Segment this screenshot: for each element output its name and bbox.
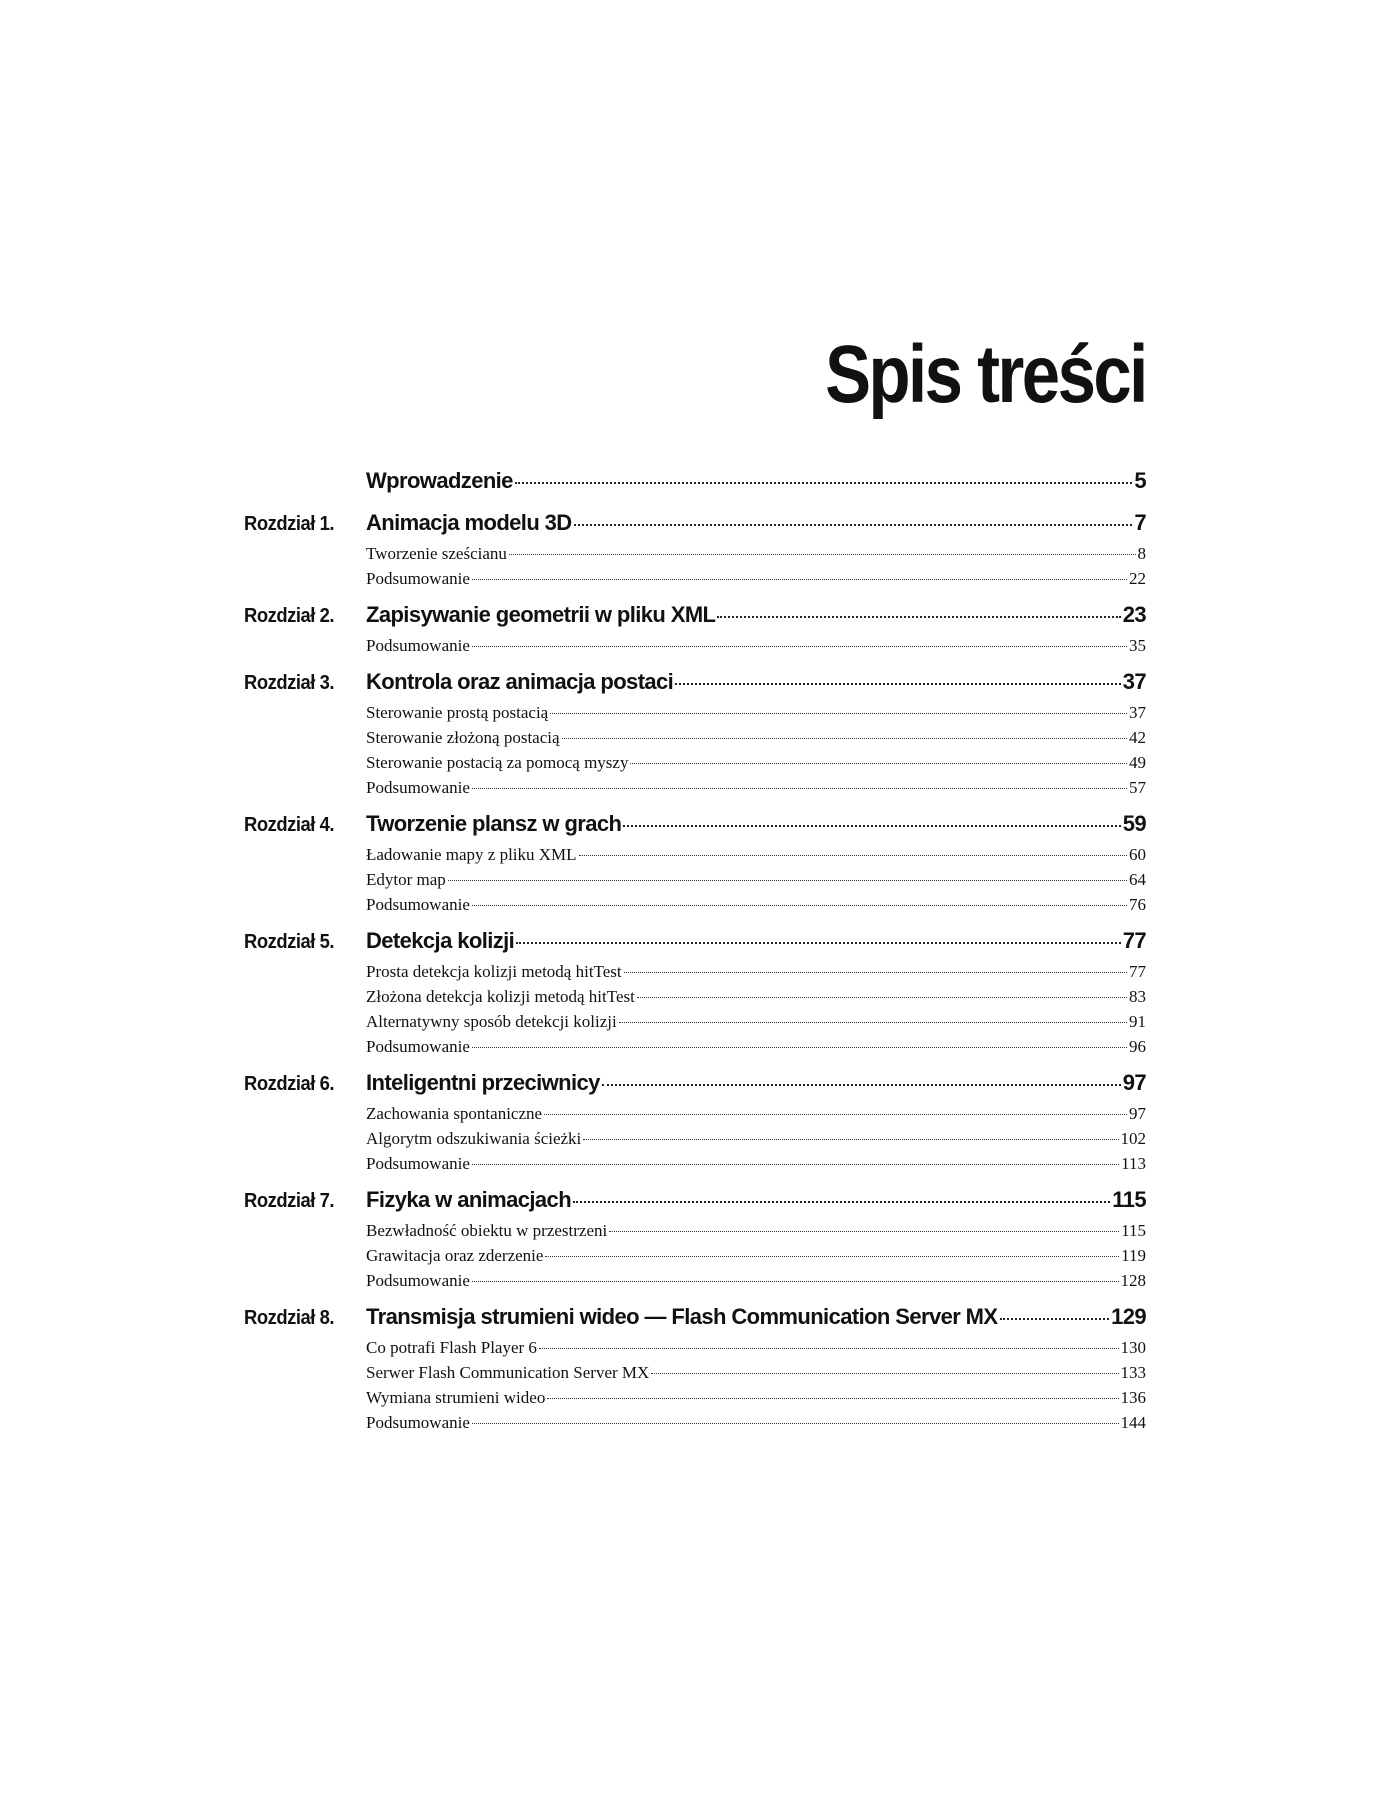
section-entry[interactable]: [366, 703, 1146, 728]
section-page-number: 97: [1129, 1104, 1146, 1123]
section-page-number: 113: [1121, 1154, 1146, 1173]
chapter-entry[interactable]: [366, 602, 1146, 628]
chapter-page-number: 129: [1111, 1304, 1146, 1329]
chapter-title: Inteligentni przeciwnicy: [366, 1070, 600, 1095]
section-entry[interactable]: [366, 753, 1146, 778]
section-title: Alternatywny sposób detekcji kolizji: [366, 1012, 617, 1031]
section-entry[interactable]: [366, 1413, 1146, 1438]
section-title: Podsumowanie: [366, 1271, 470, 1290]
toc-chapter: [244, 811, 1146, 920]
section-list: [366, 962, 1146, 1062]
section-entry[interactable]: [366, 1221, 1146, 1246]
chapter-entry[interactable]: [366, 1070, 1146, 1096]
chapter-number: Rozdział 7.: [244, 1190, 335, 1212]
section-page-number: 96: [1129, 1037, 1146, 1056]
dot-leader: [472, 905, 1127, 906]
section-title: Ładowanie mapy z pliku XML: [366, 845, 577, 864]
section-title: Podsumowanie: [366, 1154, 470, 1173]
dot-leader: [550, 713, 1127, 714]
section-page-number: 83: [1129, 987, 1146, 1006]
dot-leader: [562, 738, 1127, 739]
chapter-number: Rozdział 3.: [244, 672, 335, 694]
chapter-number: Rozdział 6.: [244, 1073, 335, 1095]
section-title: Sterowanie złożoną postacią: [366, 728, 560, 747]
chapter-page-number: 23: [1122, 602, 1146, 627]
section-entry[interactable]: [366, 728, 1146, 753]
chapter-heading: [244, 468, 1146, 502]
section-entry[interactable]: [366, 1129, 1146, 1154]
dot-leader: [516, 942, 1121, 944]
chapter-entry[interactable]: [366, 1304, 1146, 1330]
section-list: [366, 1221, 1146, 1296]
section-entry[interactable]: [366, 1338, 1146, 1363]
section-title: Złożona detekcja kolizji metodą hitTest: [366, 987, 635, 1006]
chapter-number: Rozdział 4.: [244, 814, 335, 836]
dot-leader: [472, 579, 1127, 580]
dot-leader: [547, 1398, 1118, 1399]
section-title: Sterowanie prostą postacią: [366, 703, 549, 722]
dot-leader: [619, 1022, 1127, 1023]
section-page-number: 60: [1129, 845, 1146, 864]
chapter-page-number: 7: [1134, 510, 1146, 535]
dot-leader: [651, 1373, 1118, 1374]
chapter-title: Tworzenie plansz w grach: [366, 811, 622, 836]
dot-leader: [544, 1114, 1127, 1115]
section-entry[interactable]: [366, 962, 1146, 987]
section-entry[interactable]: [366, 1388, 1146, 1413]
section-page-number: 49: [1129, 753, 1146, 772]
dot-leader: [623, 825, 1120, 827]
section-entry[interactable]: [366, 569, 1146, 594]
section-title: Bezwładność obiektu w przestrzeni: [366, 1221, 608, 1240]
section-entry[interactable]: [366, 1246, 1146, 1271]
section-list: [366, 845, 1146, 920]
section-page-number: 119: [1121, 1246, 1146, 1265]
dot-leader: [472, 1164, 1119, 1165]
toc-chapter: [244, 1070, 1146, 1179]
dot-leader: [637, 997, 1127, 998]
toc-chapter: [244, 602, 1146, 661]
table-of-contents: [244, 468, 1146, 1446]
section-title: Edytor map: [366, 870, 446, 889]
toc-chapter: [244, 1304, 1146, 1438]
section-title: Algorytm odszukiwania ścieżki: [366, 1129, 582, 1148]
section-title: Zachowania spontaniczne: [366, 1104, 543, 1123]
dot-leader: [472, 1281, 1119, 1282]
dot-leader: [602, 1084, 1121, 1086]
section-title: Podsumowanie: [366, 1413, 470, 1432]
dot-leader: [675, 683, 1121, 685]
chapter-number: Rozdział 2.: [244, 605, 335, 627]
dot-leader: [630, 763, 1127, 764]
section-page-number: 64: [1129, 870, 1146, 889]
dot-leader: [472, 646, 1127, 647]
section-entry[interactable]: [366, 1104, 1146, 1129]
chapter-number: Rozdział 5.: [244, 931, 335, 953]
chapter-entry[interactable]: [366, 1187, 1146, 1213]
chapter-entry[interactable]: [366, 510, 1146, 536]
section-title: Podsumowanie: [366, 1037, 470, 1056]
section-title: Co potrafi Flash Player 6: [366, 1338, 537, 1357]
dot-leader: [624, 972, 1127, 973]
chapter-heading: [244, 602, 1146, 636]
chapter-heading: [244, 669, 1146, 703]
dot-leader: [539, 1348, 1119, 1349]
dot-leader: [472, 788, 1127, 789]
section-title: Podsumowanie: [366, 636, 470, 655]
chapter-page-number: 5: [1134, 468, 1146, 493]
section-entry[interactable]: [366, 1012, 1146, 1037]
section-page-number: 133: [1120, 1363, 1146, 1382]
chapter-entry[interactable]: [366, 468, 1146, 494]
section-entry[interactable]: [366, 636, 1146, 661]
dot-leader: [472, 1423, 1119, 1424]
chapter-title: Detekcja kolizji: [366, 928, 515, 953]
section-entry[interactable]: [366, 845, 1146, 870]
chapter-entry[interactable]: [366, 669, 1146, 695]
chapter-entry[interactable]: [366, 928, 1146, 954]
dot-leader: [717, 616, 1120, 618]
section-entry[interactable]: [366, 544, 1146, 569]
section-page-number: 37: [1129, 703, 1146, 722]
chapter-title: Zapisywanie geometrii w pliku XML: [366, 602, 716, 627]
dot-leader: [509, 554, 1136, 555]
chapter-page-number: 115: [1112, 1187, 1146, 1212]
section-entry[interactable]: [366, 895, 1146, 920]
chapter-heading: [244, 1070, 1146, 1104]
chapter-title: Wprowadzenie: [366, 468, 513, 493]
chapter-title: Kontrola oraz animacja postaci: [366, 669, 674, 694]
section-page-number: 77: [1129, 962, 1146, 981]
dot-leader: [574, 524, 1133, 526]
toc-chapter: [244, 510, 1146, 594]
section-title: Tworzenie sześcianu: [366, 544, 507, 563]
chapter-heading: [244, 928, 1146, 962]
chapter-number: Rozdział 8.: [244, 1307, 335, 1329]
dot-leader: [1000, 1318, 1110, 1320]
chapter-heading: [244, 1304, 1146, 1338]
section-title: Wymiana strumieni wideo: [366, 1388, 546, 1407]
toc-chapter: [244, 468, 1146, 502]
chapter-title: Transmisja strumieni wideo — Flash Communication Server MX: [366, 1304, 998, 1329]
section-page-number: 35: [1129, 636, 1146, 655]
dot-leader: [573, 1201, 1110, 1203]
section-entry[interactable]: [366, 987, 1146, 1012]
dot-leader: [448, 880, 1127, 881]
section-page-number: 136: [1120, 1388, 1146, 1407]
toc-chapter: [244, 669, 1146, 803]
section-list: [366, 544, 1146, 594]
dot-leader: [583, 1139, 1118, 1140]
section-list: [366, 1104, 1146, 1179]
chapter-heading: [244, 510, 1146, 544]
chapter-number: Rozdział 1.: [244, 513, 335, 535]
section-page-number: 130: [1120, 1338, 1146, 1357]
section-page-number: 102: [1120, 1129, 1146, 1148]
section-list: [366, 636, 1146, 661]
dot-leader: [579, 855, 1127, 856]
section-list: [366, 703, 1146, 803]
section-list: [366, 1338, 1146, 1438]
section-page-number: 22: [1129, 569, 1146, 588]
section-page-number: 42: [1129, 728, 1146, 747]
section-page-number: 144: [1120, 1413, 1146, 1432]
chapter-page-number: 37: [1122, 669, 1146, 694]
chapter-title: Fizyka w animacjach: [366, 1187, 572, 1212]
section-page-number: 76: [1129, 895, 1146, 914]
section-title: Grawitacja oraz zderzenie: [366, 1246, 544, 1265]
section-entry[interactable]: [366, 870, 1146, 895]
section-title: Sterowanie postacią za pomocą myszy: [366, 753, 629, 772]
section-entry[interactable]: [366, 1037, 1146, 1062]
dot-leader: [609, 1231, 1119, 1232]
chapter-entry[interactable]: [366, 811, 1146, 837]
toc-chapter: [244, 1187, 1146, 1296]
section-entry[interactable]: [366, 1271, 1146, 1296]
chapter-page-number: 59: [1122, 811, 1146, 836]
section-title: Podsumowanie: [366, 778, 470, 797]
section-title: Podsumowanie: [366, 569, 470, 588]
section-entry[interactable]: [366, 1363, 1146, 1388]
section-page-number: 57: [1129, 778, 1146, 797]
chapter-heading: [244, 1187, 1146, 1221]
dot-leader: [545, 1256, 1119, 1257]
section-page-number: 115: [1121, 1221, 1146, 1240]
section-title: Podsumowanie: [366, 895, 470, 914]
section-entry[interactable]: [366, 778, 1146, 803]
section-entry[interactable]: [366, 1154, 1146, 1179]
section-page-number: 91: [1129, 1012, 1146, 1031]
section-page-number: 128: [1120, 1271, 1146, 1290]
section-title: Serwer Flash Communication Server MX: [366, 1363, 650, 1382]
dot-leader: [515, 482, 1133, 484]
chapter-page-number: 77: [1122, 928, 1146, 953]
section-page-number: 8: [1137, 544, 1146, 563]
page-title: Spis treści: [825, 329, 1146, 420]
toc-chapter: [244, 928, 1146, 1062]
section-title: Prosta detekcja kolizji metodą hitTest: [366, 962, 622, 981]
chapter-title: Animacja modelu 3D: [366, 510, 572, 535]
chapter-heading: [244, 811, 1146, 845]
dot-leader: [472, 1047, 1127, 1048]
chapter-page-number: 97: [1122, 1070, 1146, 1095]
